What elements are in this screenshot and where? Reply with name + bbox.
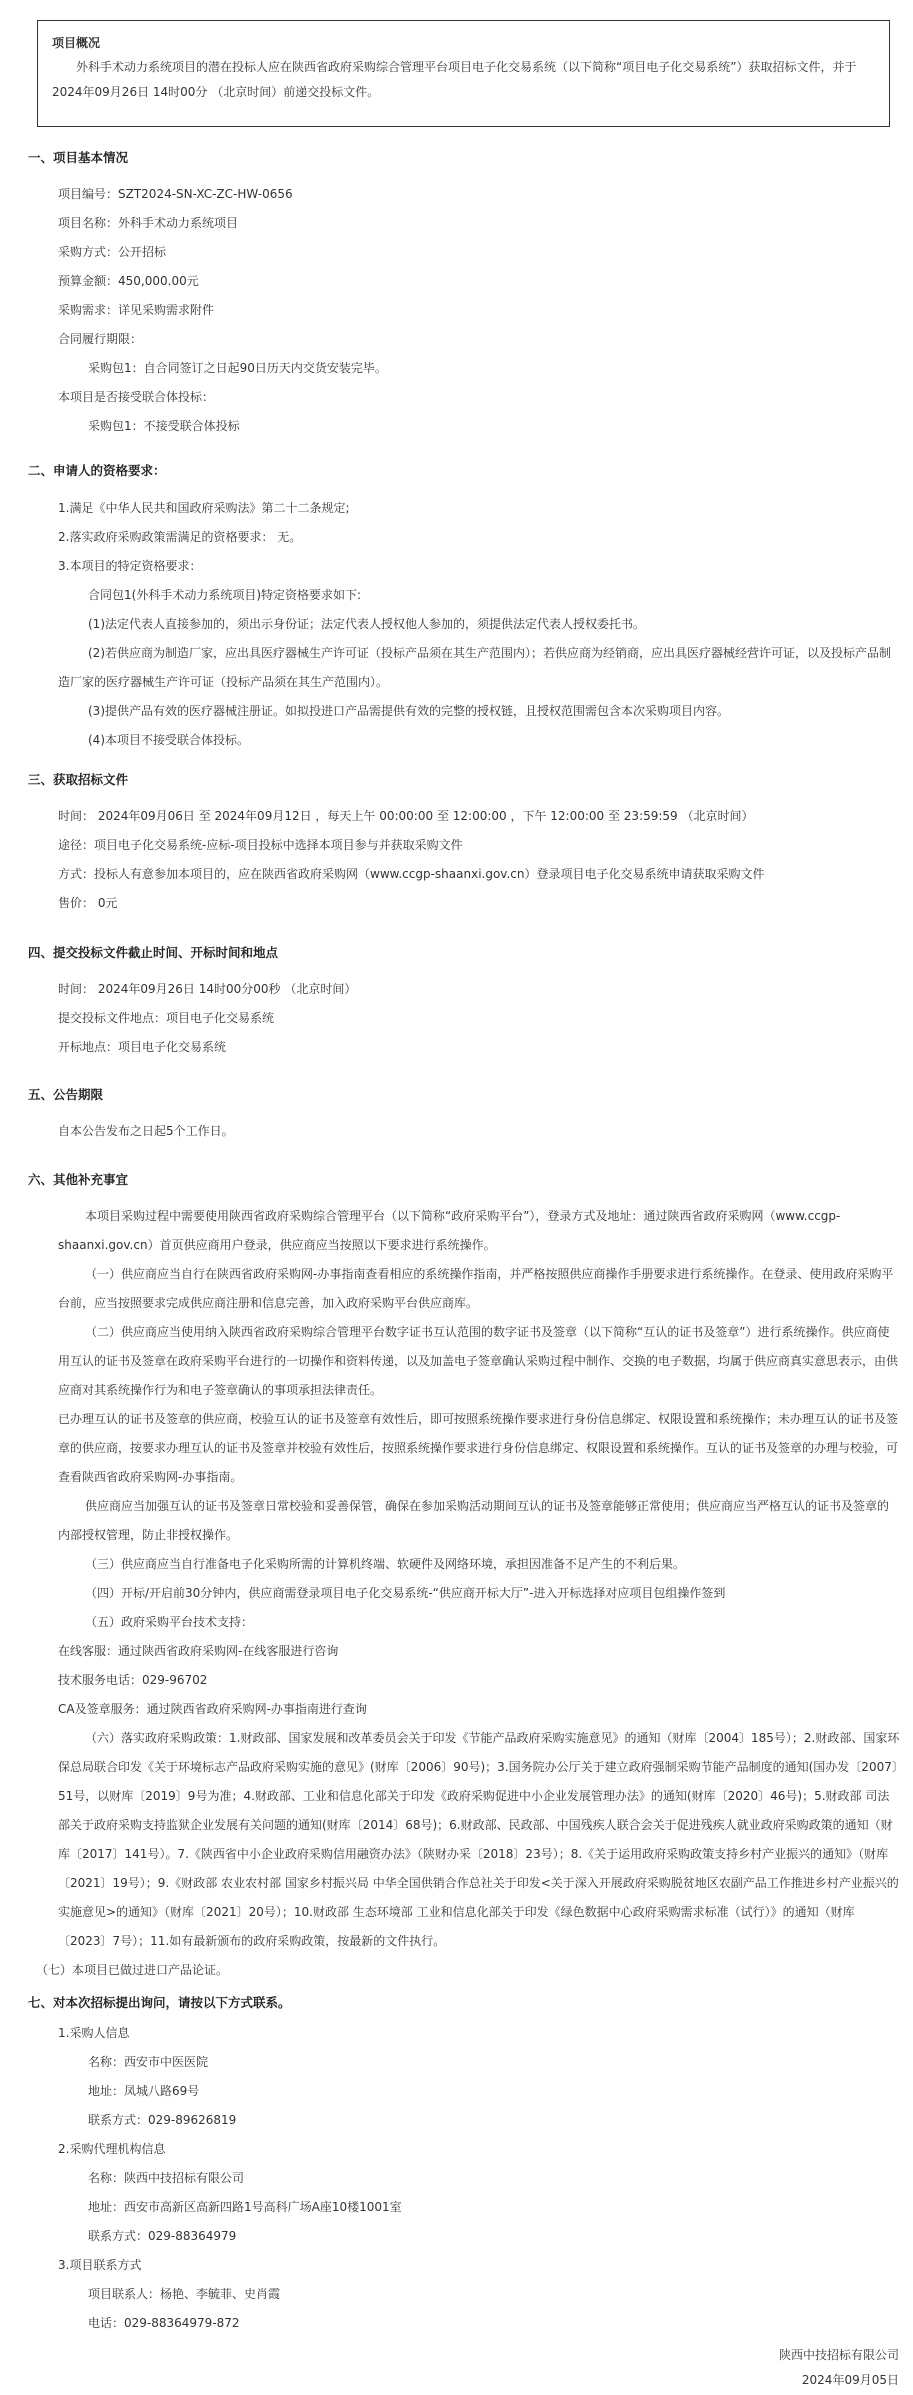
requirement-heading: 合同包1(外科手术动力系统项目)特定资格要求如下: — [88, 588, 362, 602]
footer-company: 陕西中技招标有限公司 — [778, 2348, 899, 2362]
paragraph: （七）本项目已做过进口产品论证。 — [36, 1963, 229, 1977]
requirement-subitem: (3)提供产品有效的医疗器械注册证。如拟投进口产品需提供有效的完整的授权链，且授权范围需包含本次采购项目内容。 — [88, 704, 730, 718]
section-notice-period — [28, 1085, 903, 1146]
paragraph: （二）供应商应当使用纳入陕西省政府采购综合管理平台数字证书互认范围的数字证书及签章（以下简称“互认的证书及签章”）进行系统操作。供应商使用互认的证书及签章在政府采购平台进行的一切操作和资料传递，以及加盖电子签章确认采购过程中制作、交换的电子数据，均属于供应商真实意思表示，由供应商对其系统操作行为和电子签章确认的事项承担法律责任。 — [58, 1325, 899, 1397]
procurement-demand: 采购需求：详见采购需求附件 — [58, 303, 215, 317]
deadline-time: 时间： 2024年09月26日 14时00分00秒 （北京时间） — [58, 982, 357, 996]
paragraph: 已办理互认的证书及签章的供应商，校验互认的证书及签章有效性后，即可按照系统操作要求进行身份信息绑定、权限设置和系统操作；未办理互认的证书及签章的供应商，按要求办理互认的证书及签章并校验有效性后，按照系统操作要求进行身份信息绑定、权限设置和系统操作。互认的证书及签章的办理与校验，可查看陕西省政府采购网-办事指南。 — [58, 1412, 899, 1484]
contract-term-package: 采购包1：自合同签订之日起90日历天内交货安装完毕。 — [88, 361, 387, 375]
section-title: 二、申请人的资格要求： — [28, 463, 166, 478]
procurement-method: 采购方式：公开招标 — [58, 245, 167, 259]
contact-person: 项目联系人：杨艳、李毓菲、史肖霞 — [88, 2287, 281, 2301]
buyer-phone: 联系方式：029-89626819 — [88, 2113, 237, 2127]
section-supplementary — [28, 1170, 900, 1985]
paragraph: 供应商应当加强互认的证书及签章日常校验和妥善保管，确保在参加采购活动期间互认的证书及签章能够正常使用；供应商应当严格互认的证书及签章的内部授权管理，防止非授权操作。 — [58, 1499, 890, 1542]
obtain-method: 方式：投标人有意参加本项目的，应在陕西省政府采购网（www.ccgp-shaanxi.gov.cn）登录项目电子化交易系统申请获取采购文件 — [58, 867, 765, 881]
paragraph: （五）政府采购平台技术支持： — [85, 1615, 254, 1629]
project-overview-box — [37, 20, 890, 127]
section-qualifications — [28, 461, 903, 755]
policy-paragraph: （六）落实政府采购政策：1.财政部、国家发展和改革委员会关于印发《节能产品政府采购实施意见》的通知（财库〔2004〕185号）；2.财政部、国家环保总局联合印发《关于环境标志产品政府采购实施的意见》(财库〔2006〕90号)；3.国务院办公厅关于建立政府强制采购节能产品制度的通知(国办发〔2007〕51号，以财库〔2019〕9号为准；4.财政部、工业和信息化部关于印发《政府采购促进中小企业发展管理办法》的通知(财库〔2020〕46号)；5.财政部 司法部关于政府采购支持监狱企业发展有关问题的通知(财库〔2014〕68号)；6.财政部、民政部、中国残疾人联合会关于促进残疾人就业政府采购政策的通知（财库〔2017〕141号）。7.《陕西省中小企业政府采购信用融资办法》（陕财办采〔2018〕23号）；8.《关于运用政府采购政策支持乡村产业振兴的通知》（财库〔2021〕19号）；9.《财政部 农业农村部 国家乡村振兴局 中华全国供销合作总社关于印发<关于深入开展政府采购脱贫地区农副产品工作推进乡村产业振兴的实施意见>的通知》（财库〔2021〕20号）；10.财政部 生态环境部 工业和信息化部关于印发《绿色数据中心政府采购需求标准（试行）》的通知（财库〔2023〕7号）；11.如有最新颁布的政府采购政策，按最新的文件执行。 — [58, 1731, 900, 1948]
overview-title: 项目概况 — [52, 36, 101, 50]
paragraph: （一）供应商应当自行在陕西省政府采购网-办事指南查看相应的系统操作指南，并严格按照供应商操作手册要求进行系统操作。在登录、使用政府采购平台前，应当按照要求完成供应商注册和信息完善，加入政府采购平台供应商库。 — [58, 1267, 894, 1310]
requirement-subitem: (2)若供应商为制造厂家，应出具医疗器械生产许可证（投标产品须在其生产范围内）；若供应商为经销商，应出具医疗器械经营许可证，以及投标产品制造厂家的医疗器械生产许可证（投标产品须在其生产范围内）。 — [58, 646, 892, 689]
section-title: 四、提交投标文件截止时间、开标时间和地点 — [28, 945, 279, 960]
buyer-address: 地址：凤城八路69号 — [88, 2084, 200, 2098]
footer-date: 2024年09月05日 — [801, 2373, 899, 2387]
agency-info-label: 2.采购代理机构信息 — [58, 2142, 166, 2156]
overview-text: 外科手术动力系统项目的潜在投标人应在陕西省政府采购综合管理平台项目电子化交易系统（以下简称“项目电子化交易系统”）获取招标文件，并于 2024年09月26日 14时00分 （北京时间）前递交投标文件。 — [52, 60, 857, 99]
paragraph: （三）供应商应当自行准备电子化采购所需的计算机终端、软硬件及网络环境，承担因准备不足产生的不利后果。 — [85, 1557, 686, 1571]
agency-phone: 联系方式：029-88364979 — [88, 2229, 237, 2243]
section-contact — [28, 1993, 903, 2338]
agency-name: 名称：陕西中技招标有限公司 — [88, 2171, 245, 2185]
buyer-name: 名称：西安市中医医院 — [88, 2055, 209, 2069]
notice-period-text: 自本公告发布之日起5个工作日。 — [58, 1124, 234, 1138]
contract-term-label: 合同履行期限： — [58, 332, 143, 346]
requirement-subitem: (1)法定代表人直接参加的，须出示身份证；法定代表人授权他人参加的，须提供法定代表人授权委托书。 — [88, 617, 646, 631]
obtain-time: 时间： 2024年09月06日 至 2024年09月12日 ，每天上午 00:00:00 至 12:00:00 ，下午 12:00:00 至 23:59:59 （北京时间） — [58, 809, 754, 823]
consortium-package: 采购包1：不接受联合体投标 — [88, 419, 240, 433]
section-basic-info — [28, 148, 903, 441]
section-obtain-documents — [28, 770, 903, 918]
contact-phone: 电话：029-88364979-872 — [88, 2316, 240, 2330]
section-title: 一、项目基本情况 — [28, 150, 129, 165]
paragraph: 本项目采购过程中需要使用陕西省政府采购综合管理平台（以下简称“政府采购平台”），登录方式及地址：通过陕西省政府采购网（www.ccgp-shaanxi.gov.cn）首页供应商用户登录，供应商应当按照以下要求进行系统操作。 — [58, 1209, 841, 1252]
section-title: 三、获取招标文件 — [28, 772, 129, 787]
project-number: 项目编号：SZT2024-SN-XC-ZC-HW-0656 — [58, 187, 293, 201]
consortium-label: 本项目是否接受联合体投标： — [58, 390, 215, 404]
requirement-subitem: (4)本项目不接受联合体投标。 — [88, 733, 249, 747]
obtain-route: 途径：项目电子化交易系统-应标-项目投标中选择本项目参与并获取采购文件 — [58, 838, 463, 852]
section-title: 五、公告期限 — [28, 1087, 104, 1102]
section-deadline — [28, 943, 903, 1062]
document-price: 售价： 0元 — [58, 896, 118, 910]
section-title: 六、其他补充事宜 — [28, 1172, 129, 1187]
opening-place: 开标地点：项目电子化交易系统 — [58, 1040, 227, 1054]
buyer-info-label: 1.采购人信息 — [58, 2026, 130, 2040]
agency-address: 地址：西安市高新区高新四路1号高科广场A座10楼1001室 — [88, 2200, 402, 2214]
online-support: 在线客服：通过陕西省政府采购网-在线客服进行咨询 — [58, 1644, 339, 1658]
ca-service: CA及签章服务：通过陕西省政府采购网-办事指南进行查询 — [58, 1702, 367, 1716]
requirement-item: 1.满足《中华人民共和国政府采购法》第二十二条规定; — [58, 501, 350, 515]
project-name: 项目名称：外科手术动力系统项目 — [58, 216, 239, 230]
paragraph: （四）开标/开启前30分钟内，供应商需登录项目电子化交易系统-“供应商开标大厅”-进入开标选择对应项目包组操作签到 — [85, 1586, 726, 1600]
contact-info-label: 3.项目联系方式 — [58, 2258, 142, 2272]
requirement-item: 2.落实政府采购政策需满足的资格要求： 无。 — [58, 530, 302, 544]
section-title: 七、对本次招标提出询问，请按以下方式联系。 — [28, 1995, 291, 2010]
support-phone: 技术服务电话：029-96702 — [58, 1673, 208, 1687]
budget-amount: 预算金额：450,000.00元 — [58, 274, 199, 288]
submit-place: 提交投标文件地点：项目电子化交易系统 — [58, 1011, 275, 1025]
requirement-item: 3.本项目的特定资格要求： — [58, 559, 202, 573]
